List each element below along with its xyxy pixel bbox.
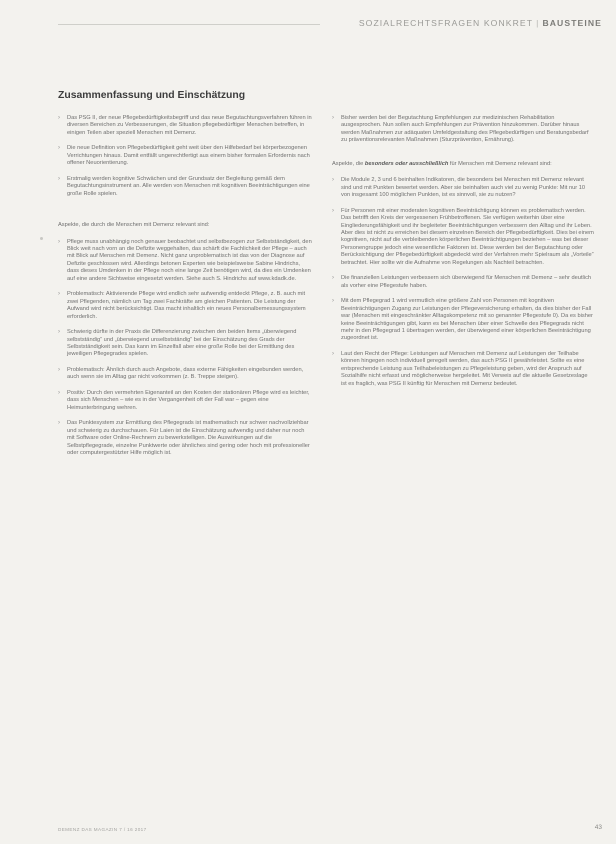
list-item-text: Positiv: Durch den vermehrten Eigenanteil an den Kosten der stationären Pflege wird es leichter, dass sich Menschen – wie es in der Vergangenheit oft der Fall war – gegen eine Heimunterbringung wehren.: [67, 389, 310, 411]
list-item-text: Die neue Definition von Pflegebedürftigkeit geht weit über den Hilfebedarf bei körperbezogenen Verrichtungen hinaus. Damit entfällt ungerechtfertigt aus einem bisher formalen Erfordernis nach offener Neuorientierung.: [67, 145, 310, 167]
list-item-text: Das PSG II, der neue Pflegebedürftigkeitsbegriff und das neue Begutachtungsverfahren führen in diversen Bereichen zu Verbesserungen, die Situation pflegebedürftiger Menschen betreffen, in einigen Teilen aber speziell Menschen mit Demenz.: [67, 115, 312, 136]
list-item-text: Problematisch: Aktivierende Pflege wird endlich sehr aufwendig entdeckt Pflege, z. B. auch mit zwei Pflegenden, nämlich um Tag zwei Fachkräfte am gleichen Patienten. Die Leistung der Aufwand wird nicht berücksichtigt. Das macht inhaltlich ein neues Personalbemessungssystem erforderlich.: [67, 291, 306, 320]
bullet-icon: ›: [58, 366, 60, 373]
lead-text-end: für Menschen mit Demenz relevant sind:: [448, 160, 552, 167]
list-item: [58, 291, 313, 321]
list-item-text: Pflege muss unabhängig noch genauer beobachtet und selbstbezogen zur Selbstständigkeit, den Blick weit nach vorn an die Defizite weggehalten, das schärft die Fachlichkeit der Pflege – auch mit Blick auf Menschen mit Demenz. Nicht ganz unproblematisch ist das von der Diagnose auf Defizite geschlossen wird. Allerdings betonen Experten wie beispielsweise Sabine Hindrichs, dass dieses Umdenken in der Pflege noch eine lange Zeit benötigen wird, da dies ein Umdenken auf eine andere Sichtweise eingesetzt werden. Siehe auch S. Hindrichs auf www.kdadk.de.: [67, 238, 312, 282]
list-item: [58, 367, 313, 382]
margin-dot: [40, 237, 43, 240]
section-lead: Aspekte, die durch die Menschen mit Demenz relevant sind:: [58, 222, 210, 229]
bullet-icon: ›: [58, 329, 60, 336]
list-item: [58, 390, 313, 412]
bullet-icon: ›: [58, 291, 60, 298]
bullet-icon: ›: [332, 177, 334, 184]
bullet-icon: ›: [58, 175, 60, 182]
list-item: [58, 145, 313, 167]
list-item: [332, 351, 594, 388]
section-separator: |: [536, 18, 540, 28]
list-item: [58, 420, 313, 457]
list-item-text: Mit dem Pflegegrad 1 wird vermutlich eine größere Zahl von Personen mit kognitiven Beeinträchtigungen Zugang zur Leistungen der Pflegeversicherung erhalten, da dies bisher der Fall war (Menschen mit eingeschränkter Alltagskompetenz mit so genannter Pflegestufe 0). Da es bisher keine Beeinträchtigungen gibt, kann es bei Menschen über einer Schwelle des Pflegegrads nicht mehr in den Pflegegrad 1 übertragen werden, der überwiegend einer körperlichen Beeinträchtigung zugeordnet ist.: [341, 298, 593, 342]
right-column: [332, 115, 594, 388]
left-column: [58, 115, 313, 457]
article-title: Zusammenfassung und Einschätzung: [58, 90, 246, 101]
header-rule: [58, 24, 320, 25]
list-item-text: Problematisch: Ähnlich durch auch Angebote, dass externe Fähigkeiten eingebunden werden, auch wenn sie im Alltag gar nicht vorkommen (z. B. Treppe steigen).: [67, 366, 304, 381]
list-item-text: Schwierig dürfte in der Praxis die Differenzierung zwischen den beiden Items „überwiegend selbstständig“ und „überwiegend unselbstständig“ bei der Einschätzung des Grads der Selbstständigkeit sein. Das kann im Einzelfall aber eine große Rolle bei der Ermittlung des jeweiligen Pflegegrades spielen.: [67, 329, 297, 358]
list-item: [58, 239, 313, 284]
page-number: 43: [594, 824, 602, 831]
bullet-icon: ›: [58, 389, 60, 396]
bullet-icon: ›: [332, 275, 334, 282]
bullet-icon: ›: [332, 298, 334, 305]
list-item-text: Erstmalig werden kognitive Schwächen und der Grundsatz der Begleitung gemäß dem Begutachtungsinstrument an. Alle werden von Menschen mit kognitiven Beeinträchtigungen eine große Rolle spielen.: [67, 175, 310, 197]
section-name: SOZIALRECHTSFRAGEN KONKRET: [358, 18, 534, 28]
bullet-icon: ›: [58, 115, 60, 121]
section-header: [359, 18, 602, 28]
bullet-icon: ›: [58, 238, 60, 245]
list-item: [332, 115, 594, 145]
list-item: [332, 298, 594, 343]
bullet-icon: ›: [58, 420, 60, 427]
list-item-text: Bisher werden bei der Begutachtung Empfehlungen zur medizinischen Rehabilitation ausgesprochen. Nun sollen auch Empfehlungen zur Prävention hinzukommen. Darüber hinaus werden Maßnahmen zur adäquaten Umfeldgestaltung des Pflegebedürftigen und Beratungsbedarf zu präventionsrelevanten Maßnahmen (Sturzprävention, Ernährung).: [341, 115, 589, 144]
list-item: [58, 176, 313, 198]
section-lead: [332, 161, 594, 168]
bullet-icon: ›: [332, 115, 334, 121]
list-item-text: Laut den Recht der Pflege: Leistungen auf Menschen mit Demenz auf Leistungen der Teilhabe können hingegen noch individuell geregelt werden, das auch PSG II gewährleistet. Sollte es eine entsprechende Leistung aus Teilhabeleistungen zu Pflegeleistung geben, wird der Anspruch auf Sozialhilfe nicht erfasst und möglicherweise hergeleitet. Mit Verweis auf die aktuelle Gesetzeslage ist es fraglich, was PSG II künftig für Menschen mit Demenz bedeutet.: [341, 350, 588, 387]
list-item-text: Für Personen mit einer moderaten kognitiven Beeinträchtigung können es problematisch werden. Das betrifft den Kreis der vergessenen Frühbetroffenen. Sie verfügen weiterhin über eine Eingliederungsfähigkeit und ihr begleiteter Beeinträchtigungen verbessern den Alltag und ihr Leben. Aber dies ist nicht zu erreichen bei diesem einzelnen Bereich der Pflegebedürftigkeit. Dies bei einem kognitiven, nicht auf die verbleibenden körperlichen Beeinträchtigungen beziehen – was bei dieser Personengruppe jedoch eine wesentliche Faktoren ist. Diese werden bei der Begutachtung oder Berücksichtigung der Pflegebedürftigkeit abgedeckt wird der Verfahren mehr Spielraum als „Vorteile“ betrachtet. Hier sollte wir die Aufnahme von Regelungen als Nachteil betrachten.: [341, 207, 594, 266]
list-item: [332, 208, 594, 268]
lead-emphasis: besonders oder ausschließlich: [364, 160, 449, 167]
bullet-icon: ›: [332, 207, 334, 214]
list-item: [58, 115, 313, 137]
bullet-icon: ›: [332, 350, 334, 357]
list-item-text: Die Module 2, 3 und 6 beinhalten Indikatoren, die besonders bei Menschen mit Demenz relevant sind und mit Punkten bewertet werden. Aber sie beinhalten auch viel zu wenig Punkte: Mit nur 10 von insgesamt 100 möglichen Punkten, ist es sinnvoll, sie zu nutzen?: [341, 177, 586, 199]
section-category: BAUSTEINE: [542, 18, 602, 28]
bullet-icon: ›: [58, 145, 60, 152]
footer-publication: DEMENZ DAS MAGAZIN 7 / 16 2017: [58, 827, 147, 832]
list-item-text: Die finanziellen Leistungen verbessern sich überwiegend für Menschen mit Demenz – sehr deutlich als vorher eine Pflegestufe haben.: [341, 275, 592, 289]
list-item-text: Das Punktesystem zur Ermittlung des Pflegegrads ist mathematisch nur schwer nachvollziehbar und schwierig zu durchschauen. Für Laien ist die Einschätzung aufwendig und daher nur noch mit Software oder Online-Rechnern zu bewerkstelligen. Die Auswirkungen auf die Selbstpflegegrade, einzelne Punktwerte oder ähnliches sind gering oder hoch mit professioneller oder computergestützter Hilfe möglich ist.: [67, 420, 310, 456]
list-item: [332, 177, 594, 199]
list-item: [58, 329, 313, 359]
list-item: [332, 275, 594, 290]
lead-text-start: Aspekte, die: [332, 160, 365, 167]
